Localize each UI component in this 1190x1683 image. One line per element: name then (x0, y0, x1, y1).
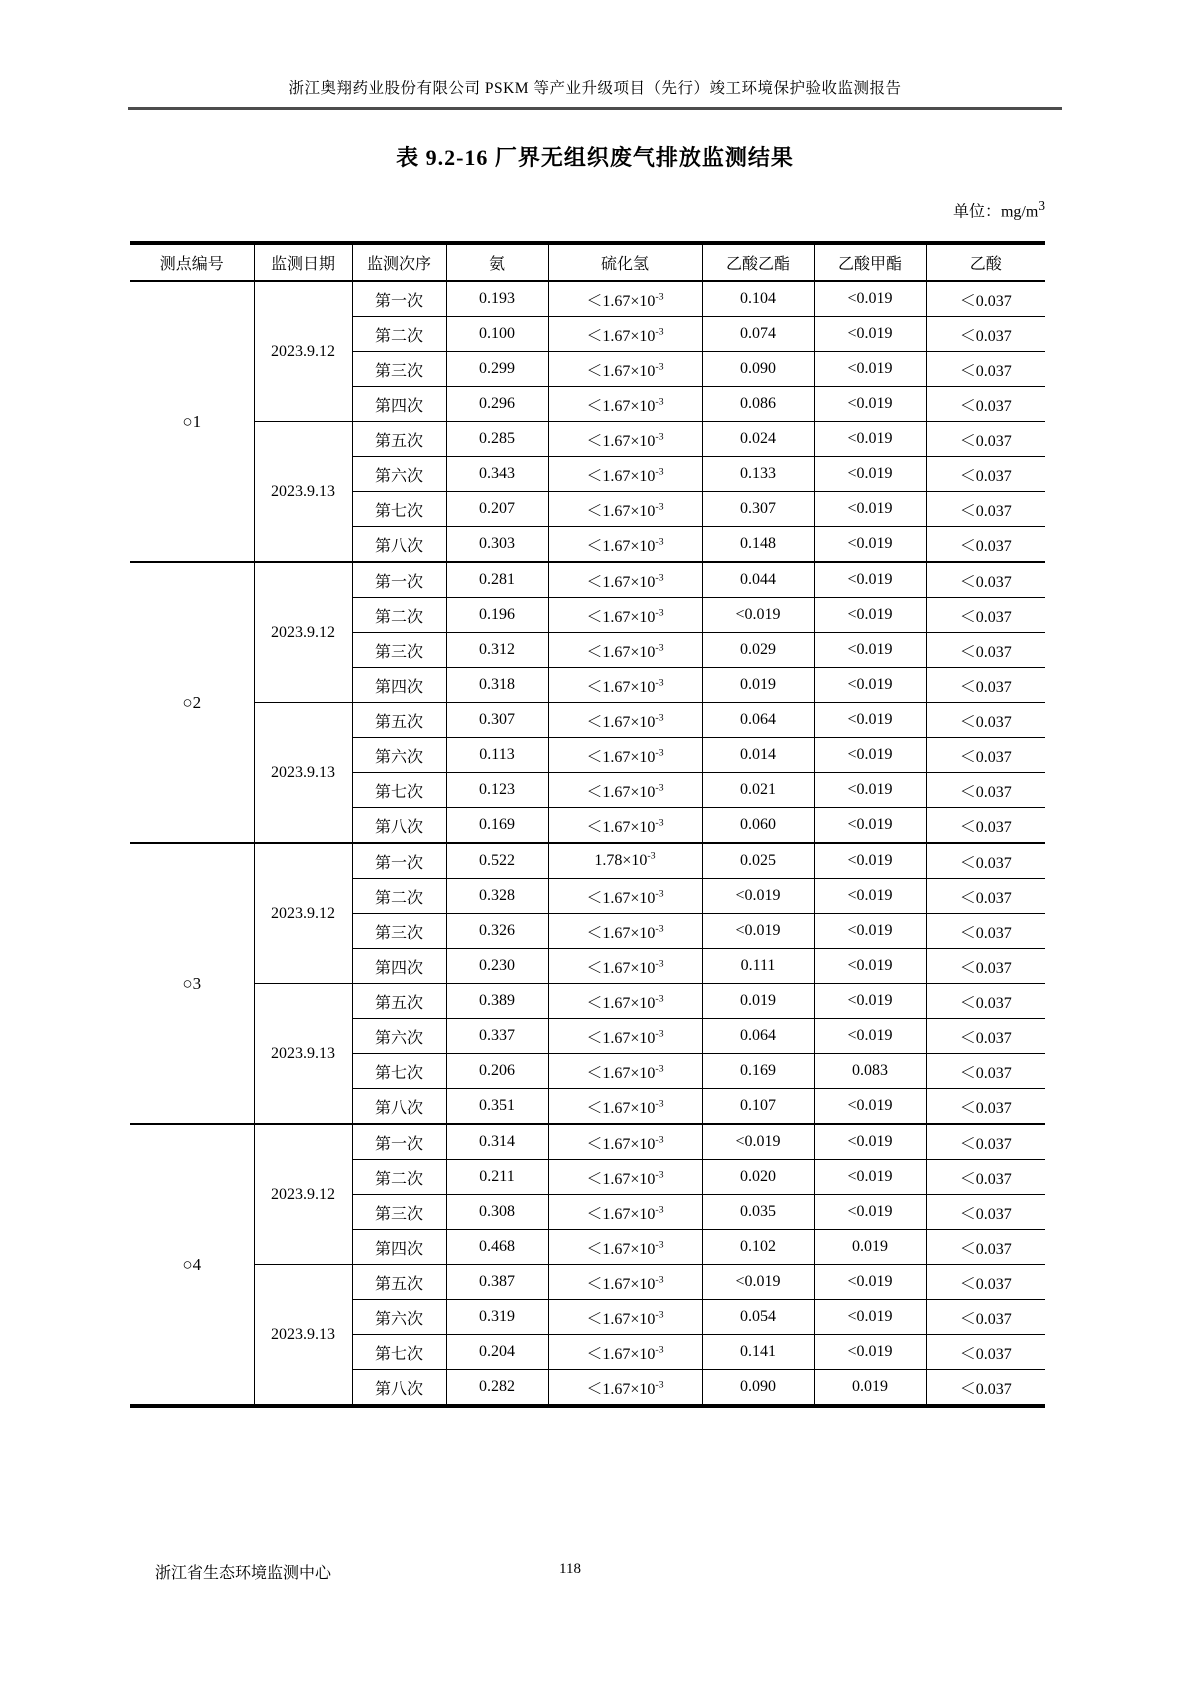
acetic-acid-value: ＜0.037 (926, 562, 1045, 598)
hydrogen-sulfide-value: $<1.67\times 10^{-3}$ (548, 1019, 702, 1054)
ammonia-value: 0.282 (446, 1370, 548, 1407)
methyl-acetate-value: <0.019 (814, 562, 926, 598)
ammonia-value: 0.343 (446, 457, 548, 492)
ammonia-value: 0.318 (446, 668, 548, 703)
col-header-point: 测点编号 (130, 243, 254, 281)
date-cell: 2023.9.12 (254, 562, 352, 703)
hydrogen-sulfide-value: $<1.67\times 10^{-3}$ (548, 598, 702, 633)
ethyl-acetate-value: <0.019 (702, 1265, 814, 1300)
methyl-acetate-value: <0.019 (814, 1019, 926, 1054)
sequence-cell: 第一次 (352, 843, 446, 879)
methyl-acetate-value: <0.019 (814, 843, 926, 879)
methyl-acetate-value: <0.019 (814, 984, 926, 1019)
page-title: 表 9.2-16 厂界无组织废气排放监测结果 (396, 145, 794, 170)
sequence-cell: 第二次 (352, 1160, 446, 1195)
methyl-acetate-value: <0.019 (814, 492, 926, 527)
methyl-acetate-value: <0.019 (814, 914, 926, 949)
ethyl-acetate-value: 0.307 (702, 492, 814, 527)
sequence-cell: 第八次 (352, 1089, 446, 1125)
table-row (130, 843, 1045, 879)
acetic-acid-value: ＜0.037 (926, 492, 1045, 527)
ethyl-acetate-value: <0.019 (702, 914, 814, 949)
acetic-acid-value: ＜0.037 (926, 457, 1045, 492)
sequence-cell: 第四次 (352, 387, 446, 422)
ammonia-value: 0.113 (446, 738, 548, 773)
hydrogen-sulfide-value: $<1.67\times 10^{-3}$ (548, 1089, 702, 1125)
ethyl-acetate-value: 0.025 (702, 843, 814, 879)
ammonia-value: 0.303 (446, 527, 548, 563)
unit-label (130, 198, 1045, 221)
hydrogen-sulfide-value: $<1.67\times 10^{-3}$ (548, 1335, 702, 1370)
ammonia-value: 0.308 (446, 1195, 548, 1230)
hydrogen-sulfide-value: $<1.67\times 10^{-3}$ (548, 633, 702, 668)
ammonia-value: 0.326 (446, 914, 548, 949)
hydrogen-sulfide-value: $<1.67\times 10^{-3}$ (548, 1124, 702, 1160)
ethyl-acetate-value: 0.054 (702, 1300, 814, 1335)
sequence-cell: 第三次 (352, 633, 446, 668)
table-row (130, 703, 1045, 738)
methyl-acetate-value: <0.019 (814, 317, 926, 352)
acetic-acid-value: ＜0.037 (926, 773, 1045, 808)
ammonia-value: 0.351 (446, 1089, 548, 1125)
methyl-acetate-value: <0.019 (814, 773, 926, 808)
ethyl-acetate-value: 0.086 (702, 387, 814, 422)
ethyl-acetate-value: 0.064 (702, 703, 814, 738)
acetic-acid-value: ＜0.037 (926, 914, 1045, 949)
col-header-hydrogen-sulfide: 硫化氢 (548, 243, 702, 281)
col-header-ammonia: 氨 (446, 243, 548, 281)
acetic-acid-value: ＜0.037 (926, 1019, 1045, 1054)
sequence-cell: 第七次 (352, 492, 446, 527)
point-cell: ○1 (130, 281, 254, 562)
acetic-acid-value: ＜0.037 (926, 317, 1045, 352)
hydrogen-sulfide-value: $<1.67\times 10^{-3}$ (548, 352, 702, 387)
sequence-cell: 第三次 (352, 914, 446, 949)
acetic-acid-value: ＜0.037 (926, 1124, 1045, 1160)
methyl-acetate-value: 0.019 (814, 1370, 926, 1407)
methyl-acetate-value: <0.019 (814, 1089, 926, 1125)
ethyl-acetate-value: <0.019 (702, 598, 814, 633)
hydrogen-sulfide-value: $<1.67\times 10^{-3}$ (548, 949, 702, 984)
methyl-acetate-value: <0.019 (814, 1160, 926, 1195)
ammonia-value: 0.307 (446, 703, 548, 738)
date-cell: 2023.9.12 (254, 1124, 352, 1265)
hydrogen-sulfide-value: $<1.67\times 10^{-3}$ (548, 773, 702, 808)
acetic-acid-value: ＜0.037 (926, 1335, 1045, 1370)
ethyl-acetate-value: 0.104 (702, 281, 814, 317)
hydrogen-sulfide-value: $<1.67\times 10^{-3}$ (548, 1160, 702, 1195)
hydrogen-sulfide-value: $<1.67\times 10^{-3}$ (548, 1054, 702, 1089)
hydrogen-sulfide-value: $<1.67\times 10^{-3}$ (548, 422, 702, 457)
ammonia-value: 0.299 (446, 352, 548, 387)
table-row (130, 422, 1045, 457)
sequence-cell: 第三次 (352, 352, 446, 387)
sequence-cell: 第八次 (352, 808, 446, 844)
sequence-cell: 第四次 (352, 949, 446, 984)
acetic-acid-value: ＜0.037 (926, 879, 1045, 914)
ammonia-value: 0.314 (446, 1124, 548, 1160)
methyl-acetate-value: <0.019 (814, 738, 926, 773)
hydrogen-sulfide-value: $<1.67\times 10^{-3}$ (548, 527, 702, 563)
hydrogen-sulfide-value: $<1.67\times 10^{-3}$ (548, 879, 702, 914)
ethyl-acetate-value: 0.035 (702, 1195, 814, 1230)
ammonia-value: 0.123 (446, 773, 548, 808)
hydrogen-sulfide-value: $<1.67\times 10^{-3}$ (548, 1265, 702, 1300)
unit-exponent: 3 (1038, 198, 1045, 213)
methyl-acetate-value: <0.019 (814, 1335, 926, 1370)
ammonia-value: 0.207 (446, 492, 548, 527)
ammonia-value: 0.211 (446, 1160, 548, 1195)
ammonia-value: 0.230 (446, 949, 548, 984)
acetic-acid-value: ＜0.037 (926, 1089, 1045, 1125)
ethyl-acetate-value: 0.021 (702, 773, 814, 808)
hydrogen-sulfide-value: $<1.67\times 10^{-3}$ (548, 1370, 702, 1407)
acetic-acid-value: ＜0.037 (926, 668, 1045, 703)
methyl-acetate-value: <0.019 (814, 1300, 926, 1335)
col-header-ethyl-acetate: 乙酸乙酯 (702, 243, 814, 281)
sequence-cell: 第六次 (352, 1019, 446, 1054)
methyl-acetate-value: <0.019 (814, 1124, 926, 1160)
ammonia-value: 0.193 (446, 281, 548, 317)
hydrogen-sulfide-value: $<1.67\times 10^{-3}$ (548, 387, 702, 422)
col-header-methyl-acetate: 乙酸甲酯 (814, 243, 926, 281)
sequence-cell: 第一次 (352, 562, 446, 598)
methyl-acetate-value: <0.019 (814, 949, 926, 984)
date-cell: 2023.9.12 (254, 843, 352, 984)
sequence-cell: 第二次 (352, 879, 446, 914)
hydrogen-sulfide-value: $<1.67\times 10^{-3}$ (548, 914, 702, 949)
methyl-acetate-value: <0.019 (814, 422, 926, 457)
sequence-cell: 第六次 (352, 738, 446, 773)
sequence-cell: 第二次 (352, 317, 446, 352)
sequence-cell: 第五次 (352, 1265, 446, 1300)
methyl-acetate-value: <0.019 (814, 703, 926, 738)
table-row (130, 562, 1045, 598)
acetic-acid-value: ＜0.037 (926, 527, 1045, 563)
ammonia-value: 0.522 (446, 843, 548, 879)
ethyl-acetate-value: 0.060 (702, 808, 814, 844)
sequence-cell: 第八次 (352, 1370, 446, 1407)
sequence-cell: 第七次 (352, 773, 446, 808)
col-header-sequence: 监测次序 (352, 243, 446, 281)
ammonia-value: 0.296 (446, 387, 548, 422)
methyl-acetate-value: <0.019 (814, 633, 926, 668)
header-rule (128, 107, 1062, 110)
date-cell: 2023.9.12 (254, 281, 352, 422)
acetic-acid-value: ＜0.037 (926, 984, 1045, 1019)
acetic-acid-value: ＜0.037 (926, 1370, 1045, 1407)
ammonia-value: 0.196 (446, 598, 548, 633)
ethyl-acetate-value: 0.014 (702, 738, 814, 773)
ethyl-acetate-value: 0.107 (702, 1089, 814, 1125)
methyl-acetate-value: <0.019 (814, 1265, 926, 1300)
table-row (130, 984, 1045, 1019)
ethyl-acetate-value: 0.133 (702, 457, 814, 492)
hydrogen-sulfide-value: $<1.67\times 10^{-3}$ (548, 703, 702, 738)
methyl-acetate-value: <0.019 (814, 598, 926, 633)
report-header: 浙江奥翔药业股份有限公司 PSKM 等产业升级项目（先行）竣工环境保护验收监测报告 (288, 80, 902, 97)
acetic-acid-value: ＜0.037 (926, 949, 1045, 984)
table-row (130, 281, 1045, 317)
methyl-acetate-value: <0.019 (814, 352, 926, 387)
ethyl-acetate-value: 0.019 (702, 668, 814, 703)
table-row (130, 1265, 1045, 1300)
acetic-acid-value: ＜0.037 (926, 598, 1045, 633)
sequence-cell: 第七次 (352, 1335, 446, 1370)
methyl-acetate-value: <0.019 (814, 808, 926, 844)
sequence-cell: 第五次 (352, 422, 446, 457)
hydrogen-sulfide-value: $1.78\times 10^{-3}$ (548, 843, 702, 879)
page-number: 118 (559, 1561, 581, 1577)
date-cell: 2023.9.13 (254, 984, 352, 1125)
col-header-acetic-acid: 乙酸 (926, 243, 1045, 281)
hydrogen-sulfide-value: $<1.67\times 10^{-3}$ (548, 317, 702, 352)
point-cell: ○4 (130, 1124, 254, 1406)
table-row (130, 1124, 1045, 1160)
sequence-cell: 第五次 (352, 703, 446, 738)
ethyl-acetate-value: 0.020 (702, 1160, 814, 1195)
ammonia-value: 0.169 (446, 808, 548, 844)
col-header-date: 监测日期 (254, 243, 352, 281)
table-header-row (130, 243, 1045, 281)
ammonia-value: 0.389 (446, 984, 548, 1019)
methyl-acetate-value: <0.019 (814, 387, 926, 422)
sequence-cell: 第八次 (352, 527, 446, 563)
ethyl-acetate-value: 0.090 (702, 352, 814, 387)
methyl-acetate-value: 0.019 (814, 1230, 926, 1265)
point-cell: ○2 (130, 562, 254, 843)
ethyl-acetate-value: 0.111 (702, 949, 814, 984)
ammonia-value: 0.285 (446, 422, 548, 457)
ethyl-acetate-value: 0.141 (702, 1335, 814, 1370)
unit-prefix: 单位：mg/m (952, 203, 1039, 221)
acetic-acid-value: ＜0.037 (926, 422, 1045, 457)
acetic-acid-value: ＜0.037 (926, 1160, 1045, 1195)
ammonia-value: 0.387 (446, 1265, 548, 1300)
ethyl-acetate-value: 0.102 (702, 1230, 814, 1265)
hydrogen-sulfide-value: $<1.67\times 10^{-3}$ (548, 808, 702, 844)
sequence-cell: 第五次 (352, 984, 446, 1019)
ethyl-acetate-value: 0.074 (702, 317, 814, 352)
footer-organization: 浙江省生态环境监测中心 (155, 1565, 332, 1582)
ammonia-value: 0.319 (446, 1300, 548, 1335)
acetic-acid-value: ＜0.037 (926, 281, 1045, 317)
acetic-acid-value: ＜0.037 (926, 633, 1045, 668)
ammonia-value: 0.206 (446, 1054, 548, 1089)
monitoring-table-body (130, 281, 1045, 1406)
methyl-acetate-value: <0.019 (814, 879, 926, 914)
ethyl-acetate-value: <0.019 (702, 879, 814, 914)
acetic-acid-value: ＜0.037 (926, 1230, 1045, 1265)
ammonia-value: 0.468 (446, 1230, 548, 1265)
monitoring-table (130, 241, 1045, 1408)
hydrogen-sulfide-value: $<1.67\times 10^{-3}$ (548, 492, 702, 527)
hydrogen-sulfide-value: $<1.67\times 10^{-3}$ (548, 1300, 702, 1335)
ammonia-value: 0.204 (446, 1335, 548, 1370)
ethyl-acetate-value: <0.019 (702, 1124, 814, 1160)
hydrogen-sulfide-value: $<1.67\times 10^{-3}$ (548, 1230, 702, 1265)
hydrogen-sulfide-value: $<1.67\times 10^{-3}$ (548, 281, 702, 317)
point-cell: ○3 (130, 843, 254, 1124)
acetic-acid-value: ＜0.037 (926, 387, 1045, 422)
hydrogen-sulfide-value: $<1.67\times 10^{-3}$ (548, 738, 702, 773)
acetic-acid-value: ＜0.037 (926, 843, 1045, 879)
ethyl-acetate-value: 0.169 (702, 1054, 814, 1089)
acetic-acid-value: ＜0.037 (926, 1054, 1045, 1089)
acetic-acid-value: ＜0.037 (926, 808, 1045, 844)
hydrogen-sulfide-value: $<1.67\times 10^{-3}$ (548, 1195, 702, 1230)
ethyl-acetate-value: 0.019 (702, 984, 814, 1019)
sequence-cell: 第四次 (352, 1230, 446, 1265)
methyl-acetate-value: <0.019 (814, 527, 926, 563)
ethyl-acetate-value: 0.148 (702, 527, 814, 563)
date-cell: 2023.9.13 (254, 1265, 352, 1407)
sequence-cell: 第四次 (352, 668, 446, 703)
ammonia-value: 0.100 (446, 317, 548, 352)
methyl-acetate-value: <0.019 (814, 281, 926, 317)
ammonia-value: 0.328 (446, 879, 548, 914)
ethyl-acetate-value: 0.029 (702, 633, 814, 668)
sequence-cell: 第二次 (352, 598, 446, 633)
date-cell: 2023.9.13 (254, 422, 352, 563)
methyl-acetate-value: <0.019 (814, 668, 926, 703)
hydrogen-sulfide-value: $<1.67\times 10^{-3}$ (548, 984, 702, 1019)
ethyl-acetate-value: 0.064 (702, 1019, 814, 1054)
sequence-cell: 第六次 (352, 457, 446, 492)
acetic-acid-value: ＜0.037 (926, 703, 1045, 738)
acetic-acid-value: ＜0.037 (926, 1300, 1045, 1335)
acetic-acid-value: ＜0.037 (926, 738, 1045, 773)
ammonia-value: 0.281 (446, 562, 548, 598)
hydrogen-sulfide-value: $<1.67\times 10^{-3}$ (548, 562, 702, 598)
hydrogen-sulfide-value: $<1.67\times 10^{-3}$ (548, 668, 702, 703)
sequence-cell: 第一次 (352, 281, 446, 317)
acetic-acid-value: ＜0.037 (926, 352, 1045, 387)
acetic-acid-value: ＜0.037 (926, 1265, 1045, 1300)
methyl-acetate-value: <0.019 (814, 457, 926, 492)
methyl-acetate-value: 0.083 (814, 1054, 926, 1089)
ammonia-value: 0.337 (446, 1019, 548, 1054)
methyl-acetate-value: <0.019 (814, 1195, 926, 1230)
ethyl-acetate-value: 0.090 (702, 1370, 814, 1407)
ethyl-acetate-value: 0.044 (702, 562, 814, 598)
ethyl-acetate-value: 0.024 (702, 422, 814, 457)
ammonia-value: 0.312 (446, 633, 548, 668)
date-cell: 2023.9.13 (254, 703, 352, 844)
acetic-acid-value: ＜0.037 (926, 1195, 1045, 1230)
sequence-cell: 第七次 (352, 1054, 446, 1089)
sequence-cell: 第一次 (352, 1124, 446, 1160)
hydrogen-sulfide-value: $<1.67\times 10^{-3}$ (548, 457, 702, 492)
sequence-cell: 第六次 (352, 1300, 446, 1335)
sequence-cell: 第三次 (352, 1195, 446, 1230)
